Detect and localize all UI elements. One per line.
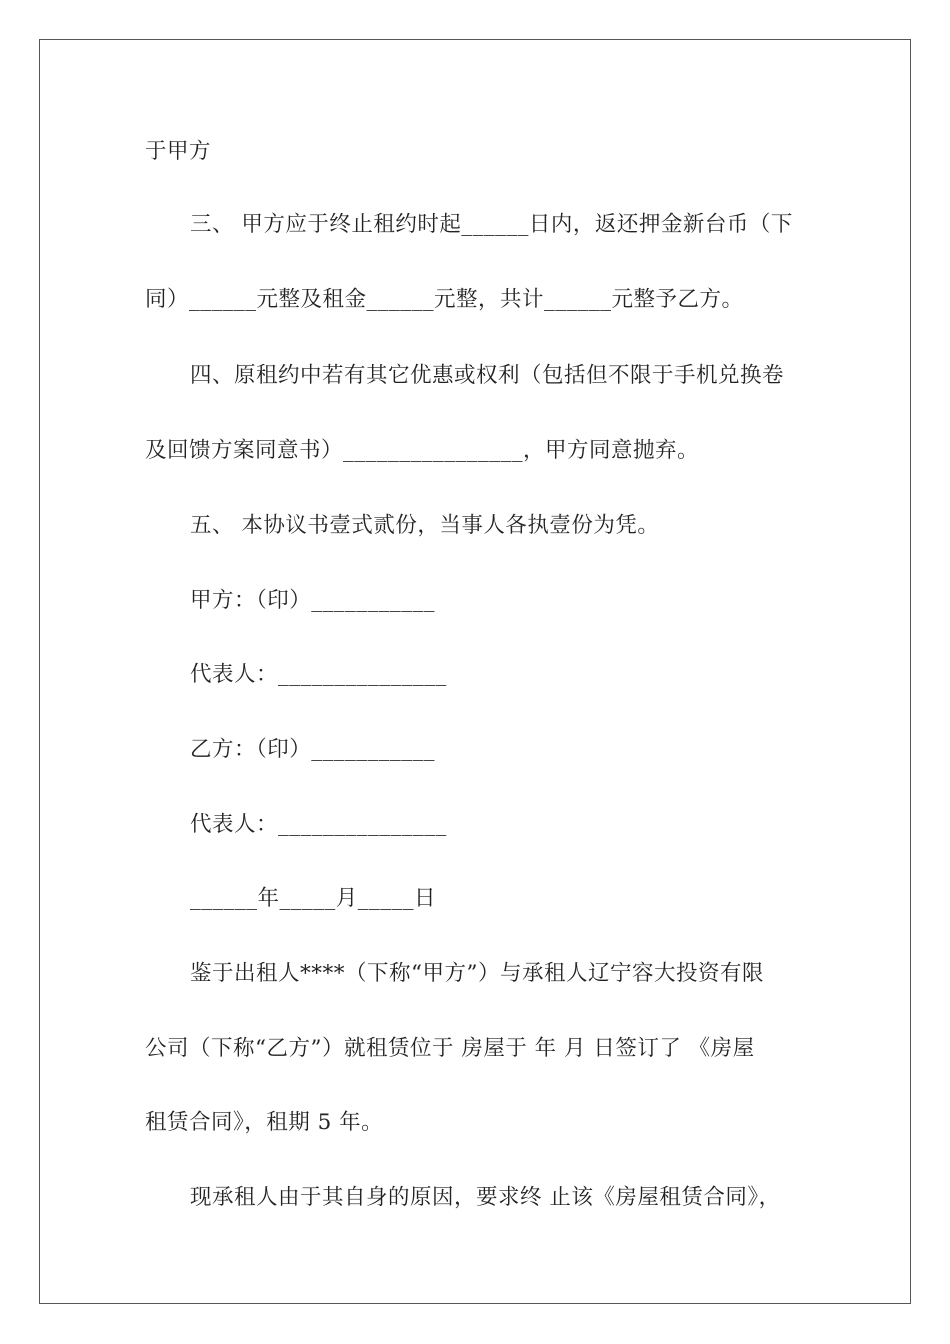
clause-five: 五、 本协议书壹式贰份，当事人各执壹份为凭。 [190,513,660,538]
party-a-representative: 代表人：_______________ [190,662,447,687]
preamble-line-2: 公司（下称“乙方”）就租赁位于 房屋于 年 月 日签订了 《房屋 [145,1036,755,1061]
clause-four-line-2: 及回馈方案同意书）________________，甲方同意抛弃。 [145,438,700,463]
preamble-line-1: 鉴于出租人****（下称“甲方”）与承租人辽宁容大投资有限 [190,961,764,986]
party-a-signature: 甲方：（印）___________ [190,588,436,613]
party-b-representative: 代表人：_______________ [190,812,447,837]
text-line-continuation: 于甲方 [145,139,212,164]
date-line: ______年_____月_____日 [190,886,437,911]
clause-four-line-1: 四、原租约中若有其它优惠或权利（包括但不限于手机兑换卷 [190,363,785,388]
clause-three-line-1: 三、 甲方应于终止租约时起______日内，返还押金新台币（下 [190,212,793,237]
preamble-line-3: 租赁合同》，租期 5 年。 [145,1110,384,1135]
clause-three-line-2: 同）______元整及租金______元整，共计______元整予乙方。 [145,287,744,312]
party-b-signature: 乙方：（印）___________ [190,737,436,762]
termination-request-line: 现承租人由于其自身的原因，要求终 止该《房屋租赁合同》， [190,1185,781,1210]
